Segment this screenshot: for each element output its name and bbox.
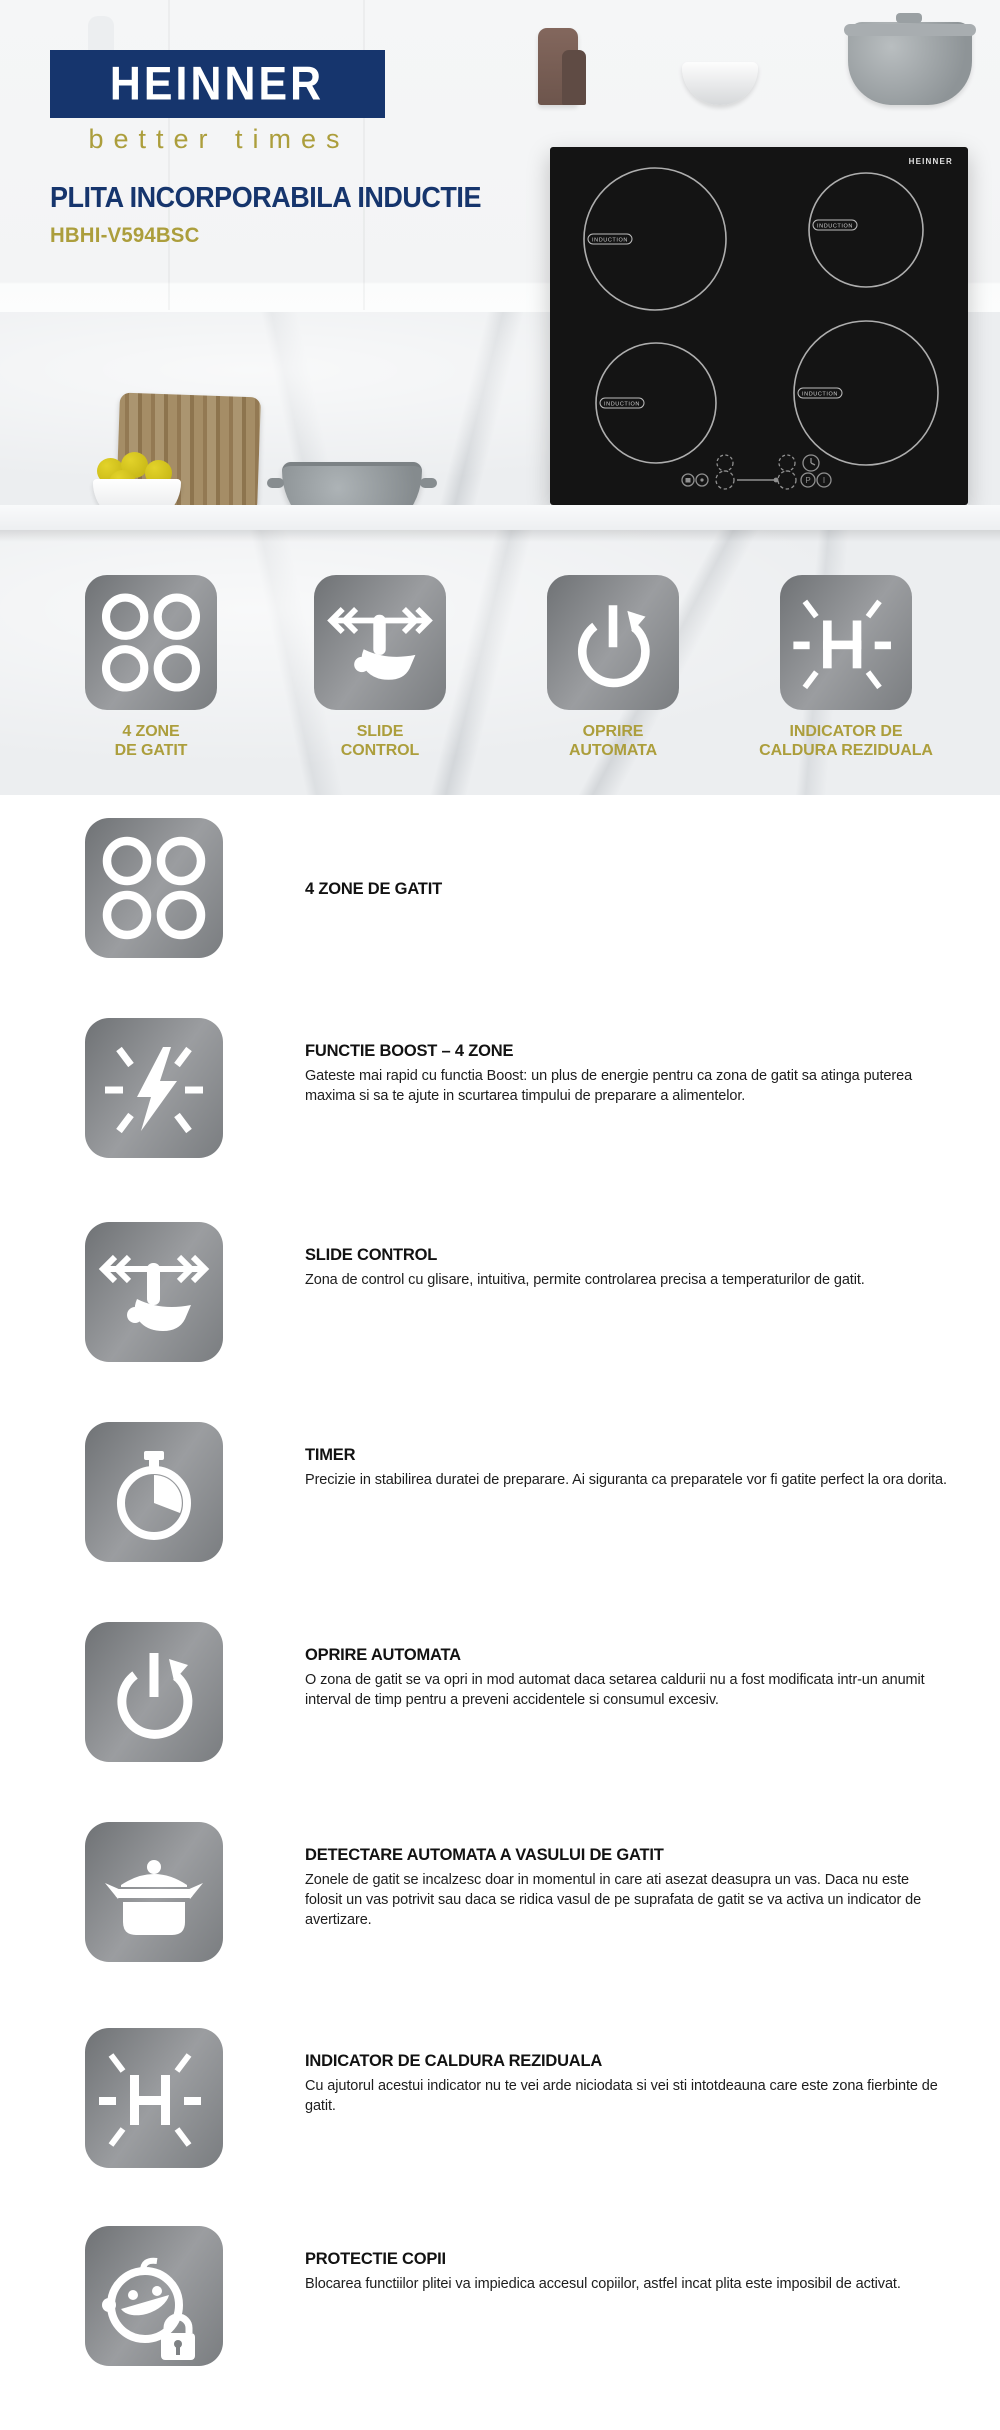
shelf-bowl: [682, 62, 758, 105]
highlight-tile-slide: [314, 575, 446, 710]
timer-icon: [85, 1422, 223, 1562]
child-lock-icon: [85, 2226, 223, 2366]
highlights-band: [0, 530, 1000, 795]
svg-text:INDUCTION: INDUCTION: [592, 237, 628, 244]
feature-row-slide: [0, 1222, 1000, 1422]
svg-text:INDUCTION: INDUCTION: [802, 391, 838, 398]
feature-title: OPRIRE AUTOMATA: [305, 1646, 461, 1664]
feature-tile: [85, 1018, 223, 1158]
page-title: PLITA INCORPORABILA INDUCTIE: [50, 182, 481, 214]
feature-title: INDICATOR DE CALDURA REZIDUALA: [305, 2052, 603, 2070]
highlight-label-slide: SLIDE CONTROL: [340, 723, 420, 759]
feature-title: PROTECTIE COPII: [305, 2250, 446, 2268]
brand-logo-text: HEINNER: [110, 57, 325, 110]
hob-brand-label: HEINNER: [908, 157, 953, 166]
feature-body: O zona de gatit se va opri in mod automat daca setarea caldurii nu a fost modificata intr-un anumit interval de timp pentru a preveni accidentele si consumul excesiv.: [305, 1672, 925, 1708]
hero-section: [0, 0, 1000, 505]
pot-icon: [85, 1822, 223, 1962]
shelf-vase-dark-small: [562, 50, 586, 105]
highlight-tile-heat: [780, 575, 912, 710]
feature-row-auto-off: [0, 1622, 1000, 1822]
boost-icon: [85, 1018, 223, 1158]
highlight-label-zones: 4 ZONE DE GATIT: [114, 723, 188, 759]
feature-tile: [85, 1622, 223, 1762]
feature-row-child-lock: [0, 2226, 1000, 2426]
residual-heat-icon: [85, 2028, 223, 2168]
feature-body: Zona de control cu glisare, intuitiva, permite controlarea precisa a temperaturilor de gatit.: [305, 1272, 865, 1288]
svg-text:P: P: [805, 476, 811, 485]
feature-tile: [85, 1222, 223, 1362]
brand-tagline: better times: [88, 124, 350, 154]
feature-body: Zonele de gatit se incalzesc doar in momentul in care ati asezat deasupra un vas. Daca nu este folosit un vas potrivit sau daca se ridica vasul de pe suprafata de gatit se va activa un indicator de avertizare.: [305, 1872, 922, 1928]
feature-title: TIMER: [305, 1446, 356, 1464]
countertop: [0, 505, 1000, 531]
feature-title: 4 ZONE DE GATIT: [305, 880, 442, 898]
feature-title: FUNCTIE BOOST – 4 ZONE: [305, 1042, 514, 1060]
feature-row-zones: [0, 818, 1000, 1018]
feature-body: Precizie in stabilirea duratei de preparare. Ai siguranta ca preparatele vor fi gatite perfect la ora dorita.: [305, 1472, 947, 1488]
auto-off-icon: [85, 1622, 223, 1762]
feature-row-pot-detect: [0, 1822, 1000, 2022]
svg-text:INDUCTION: INDUCTION: [604, 401, 640, 408]
feature-body: Blocarea functiilor plitei va impiedica accesul copiilor, astfel incat plita este imposibil de activat.: [305, 2276, 901, 2292]
feature-row-timer: [0, 1422, 1000, 1622]
slide-control-icon: [314, 575, 446, 710]
highlight-tile-power: [547, 575, 679, 710]
feature-tile: [85, 818, 223, 958]
feature-body: Cu ajutorul acestui indicator nu te vei arde niciodata si vei sti intotdeauna care este zona fierbinte de gatit.: [305, 2078, 938, 2114]
auto-off-icon: [547, 575, 679, 710]
feature-row-boost: [0, 1018, 1000, 1218]
residual-heat-icon: [780, 575, 912, 710]
feature-tile: [85, 2226, 223, 2366]
wall-seam: [168, 0, 170, 310]
feature-row-residual-heat: [0, 2028, 1000, 2228]
wall-seam: [363, 0, 365, 310]
hob-product-image: [550, 147, 968, 505]
zones-icon: [85, 818, 223, 958]
brand-logo: [50, 50, 385, 118]
highlight-label-heat: INDICATOR DE CALDURA REZIDUALA: [759, 723, 933, 759]
svg-text:INDUCTION: INDUCTION: [817, 223, 853, 230]
feature-tile: [85, 1422, 223, 1562]
zones-icon: [85, 575, 217, 710]
feature-title: DETECTARE AUTOMATA A VASULUI DE GATIT: [305, 1846, 664, 1864]
product-model: HBHI-V594BSC: [50, 224, 200, 247]
feature-tile: [85, 2028, 223, 2168]
slide-control-icon: [85, 1222, 223, 1362]
shelf-pot: [848, 22, 972, 105]
feature-title: SLIDE CONTROL: [305, 1246, 438, 1264]
feature-tile: [85, 1822, 223, 1962]
highlight-tile-zones: [85, 575, 217, 710]
feature-body: Gateste mai rapid cu functia Boost: un plus de energie pentru ca zona de gatit sa atinga puterea maxima si sa te ajute in scurtarea timpului de preparare a alimentelor.: [305, 1068, 913, 1104]
highlight-label-power: OPRIRE AUTOMATA: [568, 723, 658, 759]
svg-text:I: I: [822, 476, 826, 485]
